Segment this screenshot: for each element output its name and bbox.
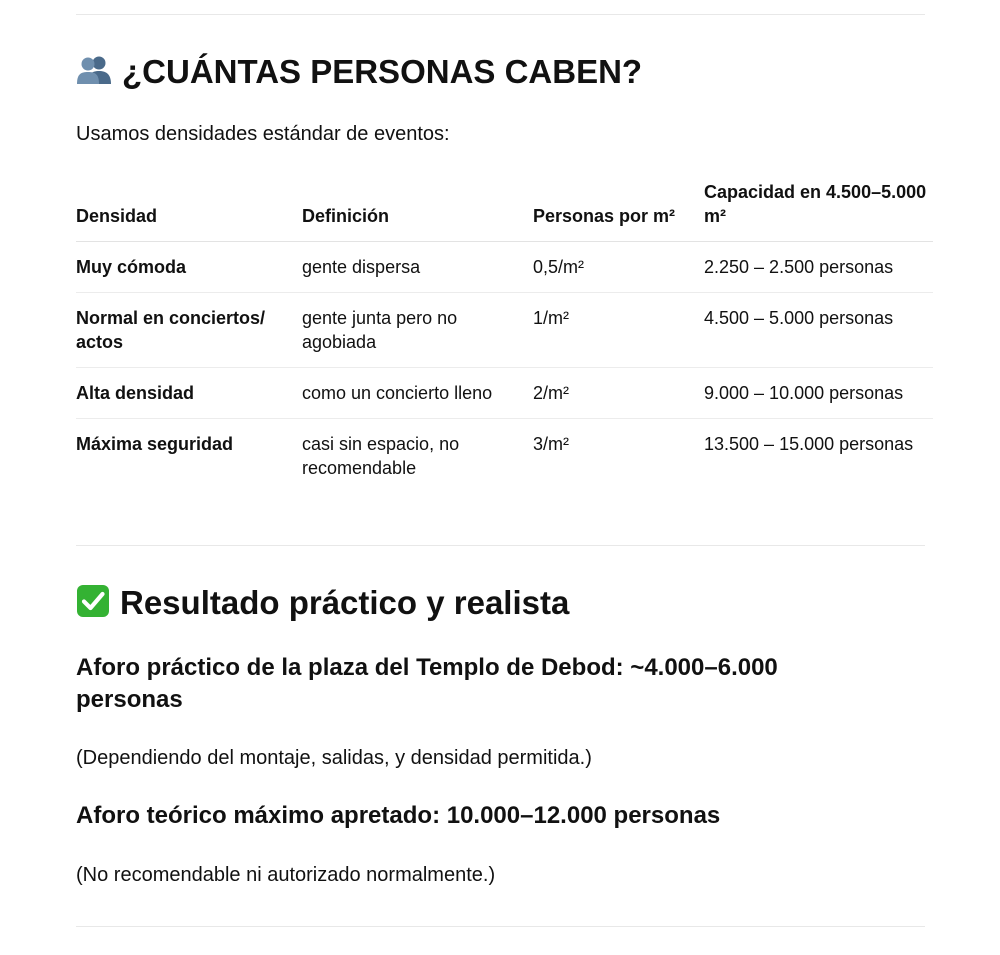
cell-capacity: 13.500 – 15.000 personas — [704, 434, 914, 454]
intro-text: Usamos densidades estándar de eventos: — [76, 123, 450, 145]
people-icon — [76, 54, 112, 94]
cell-capacity: 9.000 – 10.000 personas — [704, 368, 933, 419]
theoretical-capacity-heading: Aforo teórico máximo apretado: 10.000–12.000 personas — [76, 802, 721, 829]
cell-people-per-m2: 3/m² — [533, 434, 569, 454]
section-title-text: ¿CUÁNTAS PERSONAS CABEN? — [122, 53, 643, 90]
divider-top — [76, 14, 925, 15]
cell-definition: gente junta pero no agobiada — [302, 293, 533, 368]
cell-definition: como un concierto lleno — [302, 368, 533, 419]
cell-density: Máxima seguridad — [76, 434, 234, 454]
cell-density: Muy cómoda — [76, 242, 302, 293]
cell-density: Alta densidad — [76, 368, 302, 419]
table-row — [76, 293, 933, 368]
cell-capacity: 2.250 – 2.500 personas — [704, 242, 933, 293]
section-title-capacity — [76, 52, 642, 94]
practical-capacity-heading: Aforo práctico de la plaza del Templo de Debod: ~4.000–6.000 personas — [76, 654, 778, 713]
cell-people-per-m2: 0,5/m² — [533, 242, 704, 293]
header-density: Densidad — [76, 172, 302, 242]
cell-definition: gente dispersa — [302, 242, 533, 293]
cell-density: Normal en conciertos/ actos — [76, 293, 302, 368]
cell-people-per-m2: 1/m² — [533, 293, 704, 368]
check-mark-icon — [76, 584, 110, 627]
cell-definition: casi sin espacio, no recomendable — [302, 434, 460, 478]
cell-people-per-m2: 2/m² — [533, 368, 704, 419]
table-row — [76, 368, 933, 419]
section-title-result — [76, 583, 569, 627]
header-capacity: Capacidad en 4.500–5.000 m² — [704, 172, 933, 242]
divider-bottom — [76, 926, 925, 927]
practical-capacity-note: (Dependiendo del montaje, salidas, y densidad permitida.) — [76, 747, 592, 769]
header-people-per-m2: Personas por m² — [533, 172, 704, 242]
table-header-row — [76, 172, 933, 242]
table-row — [76, 419, 933, 494]
table-row — [76, 242, 933, 293]
header-definition: Definición — [302, 172, 533, 242]
density-table — [76, 172, 933, 493]
divider-middle — [76, 545, 925, 546]
theoretical-capacity-note: (No recomendable ni autorizado normalmente.) — [76, 864, 496, 886]
cell-capacity: 4.500 – 5.000 personas — [704, 293, 933, 368]
section-title-text: Resultado práctico y realista — [120, 584, 570, 621]
